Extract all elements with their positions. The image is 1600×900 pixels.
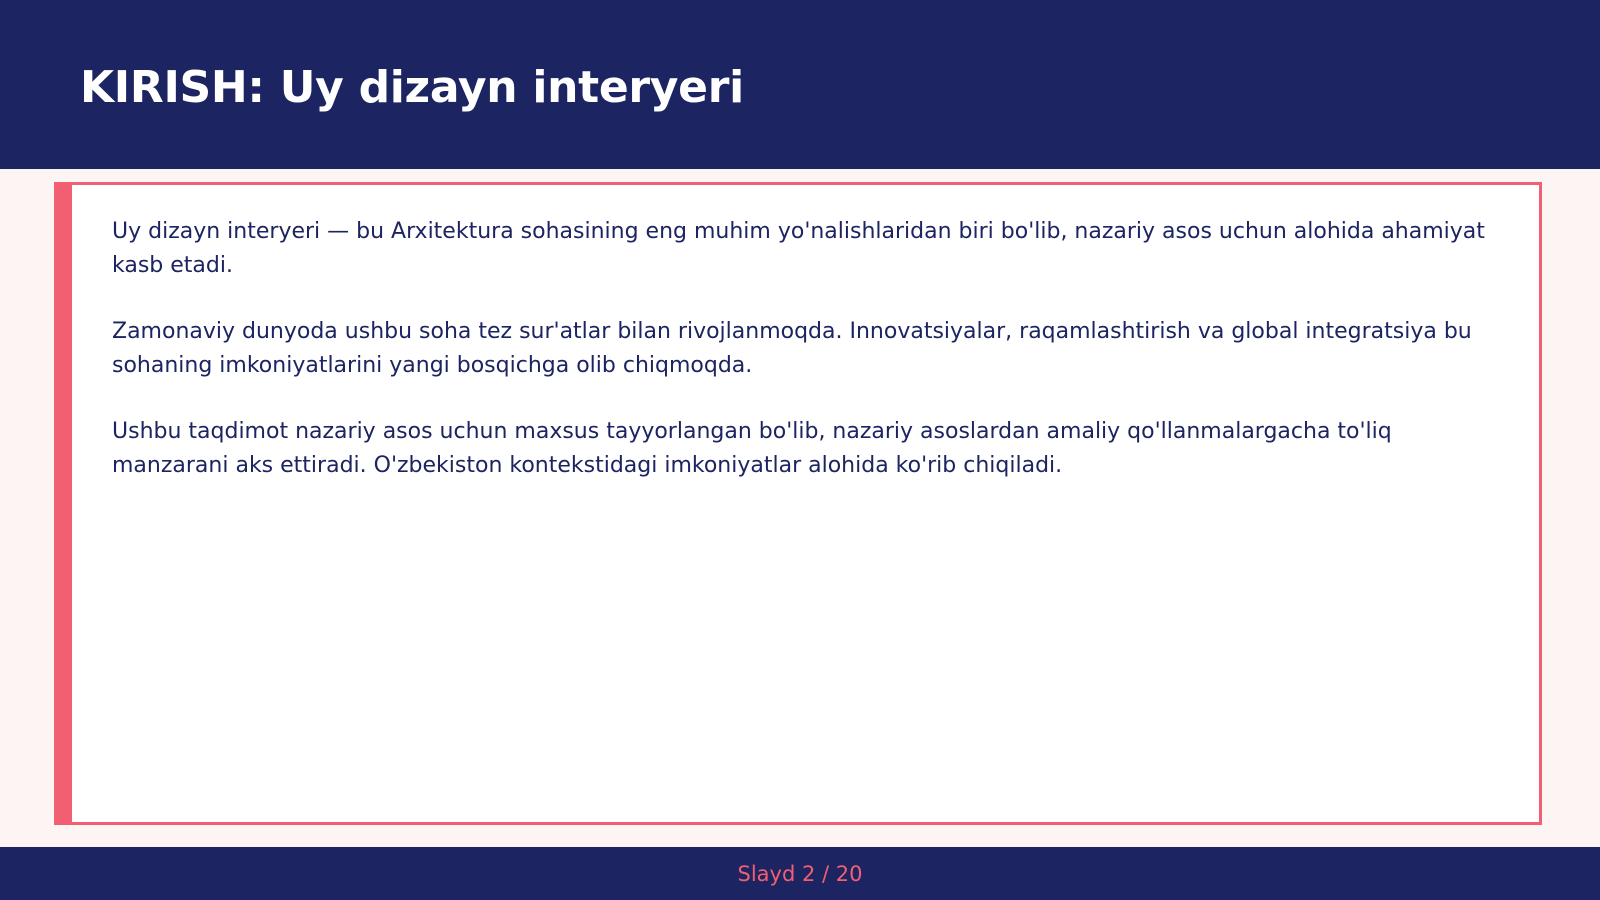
slide-title: KIRISH: Uy dizayn interyeri bbox=[80, 62, 744, 113]
slide-footer bbox=[0, 847, 1600, 900]
content-text bbox=[112, 215, 1502, 515]
paragraph-presentation-purpose: Ushbu taqdimot nazariy asos uchun maxsus tayyorlangan bo'lib, nazariy asoslardan amaliy qo'llanmalargacha to'liq manzarani aks ettiradi. O'zbekiston kontekstidagi imkoniyatlar alohida ko'rib chiqiladi. bbox=[112, 419, 1392, 478]
paragraph-intro: Uy dizayn interyeri — bu Arxitektura sohasining eng muhim yo'nalishlaridan biri bo'lib, nazariy asos uchun alohida ahamiyat kasb etadi. bbox=[112, 219, 1485, 278]
slide-counter: Slayd 2 / 20 bbox=[737, 862, 863, 886]
content-card bbox=[54, 182, 1542, 825]
slide-header bbox=[0, 0, 1600, 169]
paragraph-modern-world: Zamonaviy dunyoda ushbu soha tez sur'atlar bilan rivojlanmoqda. Innovatsiyalar, raqamlashtirish va global integratsiya bu sohaning imkoniyatlarini yangi bosqichga olib chiqmoqda. bbox=[112, 319, 1472, 378]
